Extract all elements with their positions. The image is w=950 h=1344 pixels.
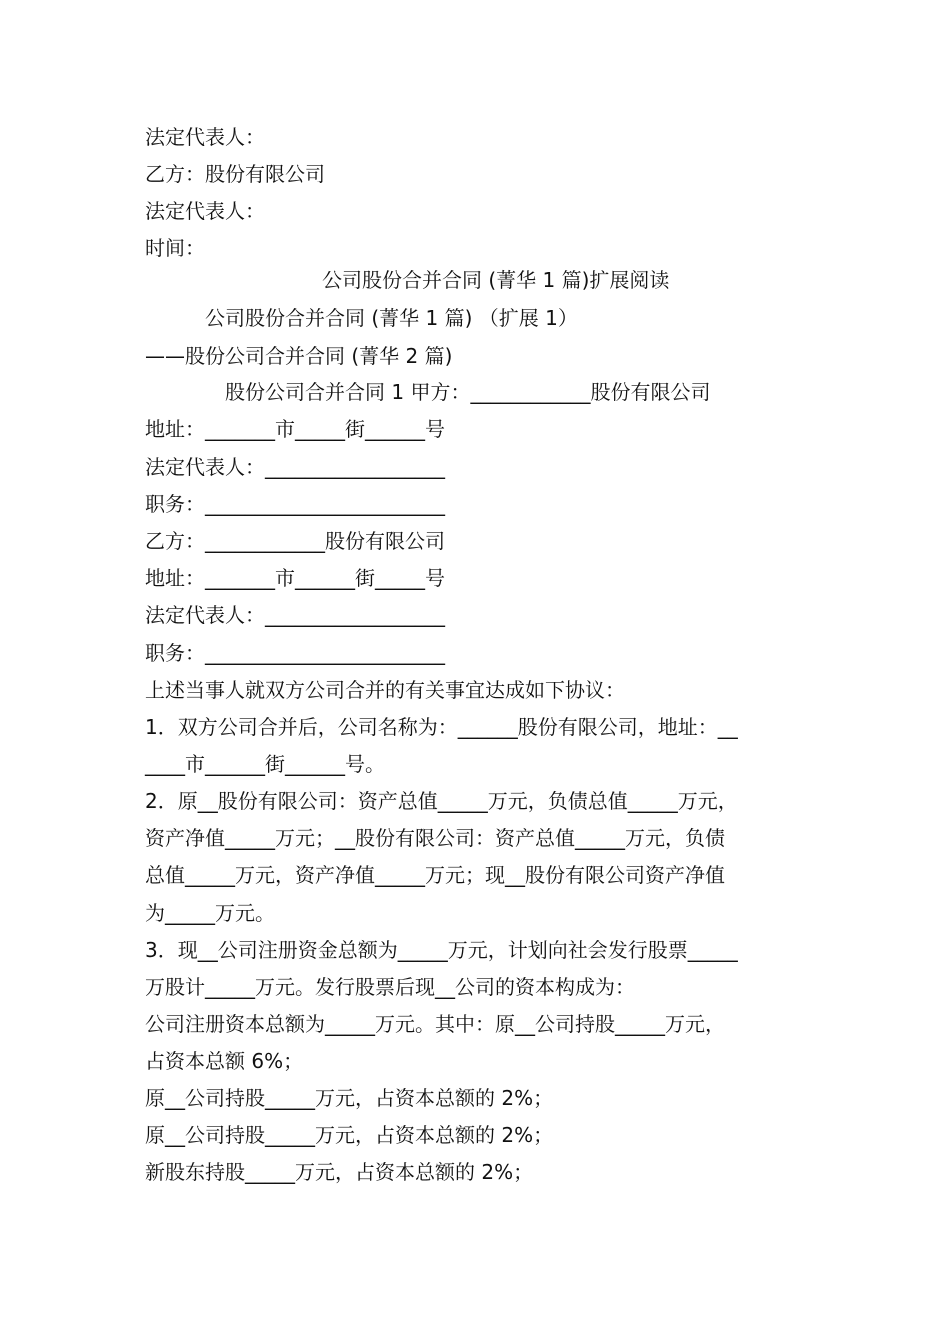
text-line: 为_____万元。 [145,901,275,925]
text-line: 3．现__公司注册资金总额为_____万元，计划向社会发行股票_____ [145,938,738,962]
text-line: 法定代表人：__________________ [145,603,445,627]
text-line: 原__公司持股_____万元，占资本总额的 2%； [145,1086,554,1110]
text-line: 占资本总额 6%； [145,1049,304,1073]
text-line: 上述当事人就双方公司合并的有关事宜达成如下协议： [145,678,625,702]
text-line: 职务：________________________ [145,492,445,516]
text-line: 法定代表人：__________________ [145,455,445,479]
text-line: 2．原__股份有限公司：资产总值_____万元，负债总值_____万元， [145,789,738,813]
subsection-heading: ——股份公司合并合同 (菁华 2 篇) [145,344,453,368]
text-line: 万股计_____万元。发行股票后现__公司的资本构成为： [145,975,635,999]
text-line: 乙方：____________股份有限公司 [145,529,445,553]
text-line: 法定代表人： [145,125,265,149]
section-heading: 公司股份合并合同 (菁华 1 篇)扩展阅读 [322,268,670,292]
text-line: 公司注册资本总额为_____万元。其中：原__公司持股_____万元， [145,1012,725,1036]
text-line: 地址：_______市______街_____号 [145,566,445,590]
text-line: 法定代表人： [145,199,265,223]
text-line: 职务：________________________ [145,641,445,665]
text-line: 地址：_______市_____街______号 [145,417,445,441]
text-line: 原__公司持股_____万元，占资本总额的 2%； [145,1123,554,1147]
text-line: 新股东持股_____万元，占资本总额的 2%； [145,1160,534,1184]
text-line: ____市______街______号。 [145,752,385,776]
text-line: 乙方：股份有限公司 [145,162,325,186]
text-line: 资产净值_____万元；__股份有限公司：资产总值_____万元，负债 [145,826,725,850]
subsection-heading: 公司股份合并合同 (菁华 1 篇) （扩展 1） [205,306,578,330]
text-line: 股份公司合并合同 1 甲方：____________股份有限公司 [225,380,711,404]
text-line: 1．双方公司合并后，公司名称为：______股份有限公司，地址：__ [145,715,738,739]
text-line: 总值_____万元，资产净值_____万元；现__股份有限公司资产净值 [145,863,725,887]
text-line: 时间： [145,236,205,260]
